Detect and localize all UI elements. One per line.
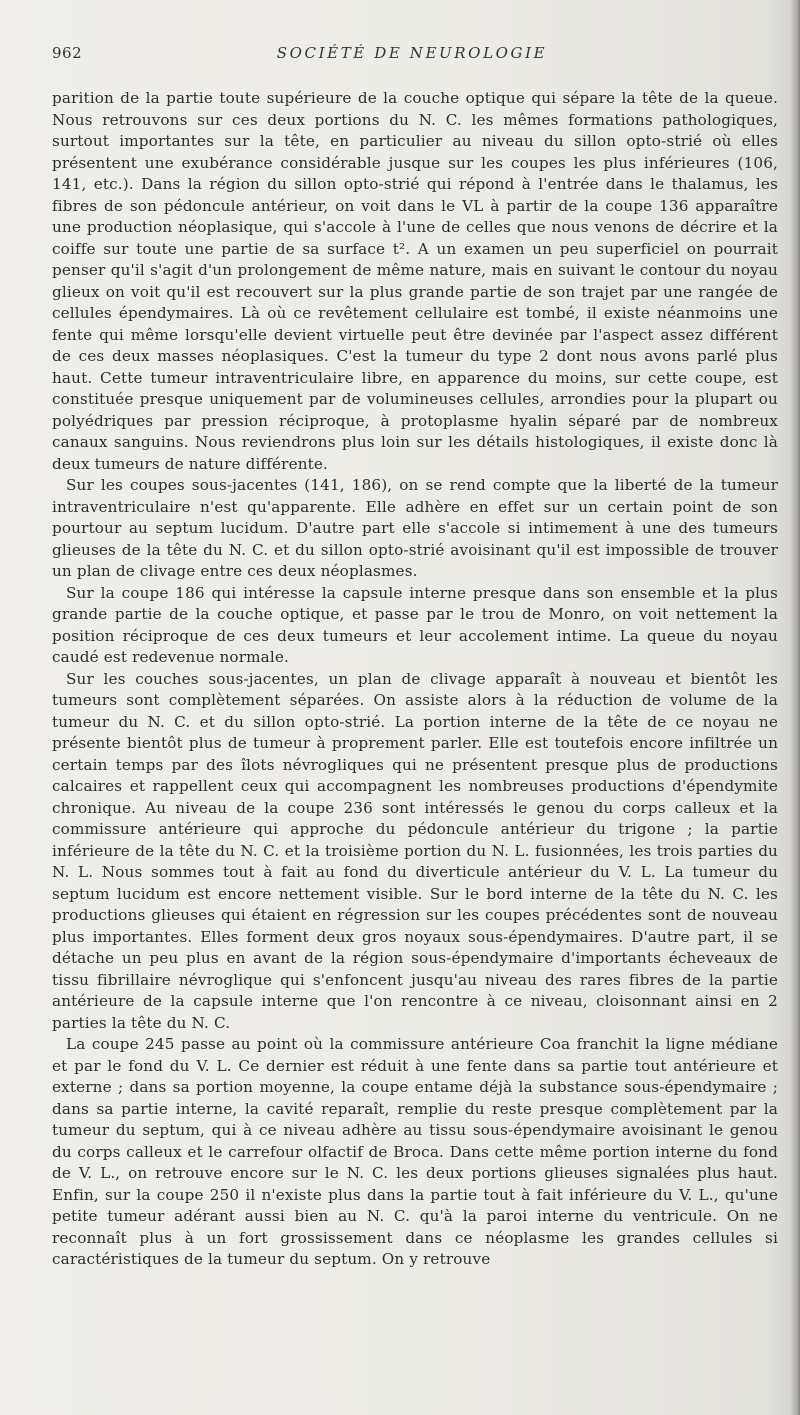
page-edge-shadow [790,0,800,1415]
paragraph: Sur les coupes sous-jacentes (141, 186), on se rend compte que la liberté de la tumeur intraventriculaire n'est qu'apparente. Elle adhère en effet sur un certain point de son pourtour au septum lucidum. D'autre part elle s'accole si intimement à une des tumeurs glieuses de la tête du N. C. et du sillon opto-strié avoisinant qu'il est impossible de trouver un plan de clivage entre ces deux néoplasmes. [52,476,778,580]
paragraph: La coupe 245 passe au point où la commissure antérieure Coa franchit la ligne médiane et par le fond du V. L. Ce dernier est réduit à une fente dans sa partie tout antérieure et externe ; dans sa portion moyenne, la coupe entame déjà la substance sous-épendymaire ; dans sa partie interne, la cavité reparaît, remplie du reste presque complètement par la tumeur du septum, qui à ce niveau adhère au tissu sous-épendymaire avoisinant le genou du corps calleux et le carrefour olfactif de Broca. Dans cette même portion interne du fond de V. L., on retrouve encore sur le N. C. les deux portions glieuses signalées plus haut. Enfin, sur la coupe 250 il n'existe plus dans la partie tout à fait inférieure du V. L., qu'une petite tumeur adérant aussi bien au N. C. qu'à la paroi interne du ventricule. On ne reconnaît plus à un fort grossissement dans ce néoplasme les grandes cellules si caractéristiques de la tumeur du septum. On y retrouve [52,1035,778,1268]
paragraph: Sur les couches sous-jacentes, un plan de clivage apparaît à nouveau et bientôt les tumeurs sont complètement séparées. On assiste alors à la réduction de volume de la tumeur du N. C. et du sillon opto-strié. La portion interne de la tête de ce noyau ne présente bientôt plus de tumeur à proprement parler. Elle est toutefois encore infiltrée un certain temps par des îlots névrogliques qui ne présentent presque plus de productions calcaires et rappellent ceux qui accompagnent les nombreuses productions d'épendymite chronique. Au niveau de la coupe 236 sont intéressés le genou du corps calleux et la commissure antérieure qui approche du pédoncule antérieur du trigone ; la partie inférieure de la tête du N. C. et la troisième portion du N. L. fusionnées, les trois parties du N. L. Nous sommes tout à fait au fond du diverticule antérieur du V. L. La tumeur du septum lucidum est encore nettement visible. Sur le bord interne de la tête du N. C. les productions glieuses qui étaient en régression sur les coupes précédentes sont de nouveau plus importantes. Elles forment deux gros noyaux sous-épendymaires. D'autre part, il se détache un peu plus en avant de la région sous-épendymaire d'importants écheveaux de tissu fibrillaire névroglique qui s'enfoncent jusqu'au niveau des rares fibres de la partie antérieure de la capsule interne que l'on rencontre à ce niveau, cloisonnant ainsi en 2 parties la tête du N. C. [52,669,778,1032]
paragraph: parition de la partie toute supérieure de la couche optique qui sépare la tête de la queue. Nous retrouvons sur ces deux portions du N. C. les mêmes formations pathologiques, surtout importantes sur la tête, en particulier au niveau du sillon opto-strié où elles présentent une exubérance considérable jusque sur les coupes les plus inférieures (106, 141, etc.). Dans la région du sillon opto-strié qui répond à l'entrée dans le thalamus, les fibres de son pédoncule antérieur, on voit dans le VL à partir de la coupe 136 apparaître une production néoplasique, qui s'accole à l'une de celles que nous venons de décrire et la coiffe sur toute une partie de sa surface t². A un examen un peu superficiel on pourrait penser qu'il s'agit d'un prolongement de même nature, mais en suivant le contour du noyau glieux on voit qu'il est recouvert sur la plus grande partie de son trajet par une rangée de cellules épendymaires. Là où ce revêtement cellulaire est tombé, il existe néanmoins une fente qui même lorsqu'elle devient virtuelle peut être devinée par l'aspect assez différent de ces deux masses néoplasiques. C'est la tumeur du type 2 dont nous avons parlé plus haut. Cette tumeur intraventriculaire libre, en apparence du moins, sur cette coupe, est constituée presque uniquement par de volumineuses cellules, arrondies pour la plupart ou polyédriques par pression réciproque, à protoplasme hyalin séparé par de nombreux canaux sanguins. Nous reviendrons plus loin sur les détails histologiques, il existe donc là deux tumeurs de nature différente. [52,89,778,473]
page-number: 962 [52,44,83,62]
page-header [52,44,772,70]
running-title: SOCIÉTÉ DE NEUROLOGIE [276,44,548,62]
paragraph: Sur la coupe 186 qui intéresse la capsule interne presque dans son ensemble et la plus grande partie de la couche optique, et passe par le trou de Monro, on voit nettement la position réciproque de ces deux tumeurs et leur accolement intime. La queue du noyau caudé est redevenue normale. [52,583,778,666]
body-text [52,88,778,1271]
